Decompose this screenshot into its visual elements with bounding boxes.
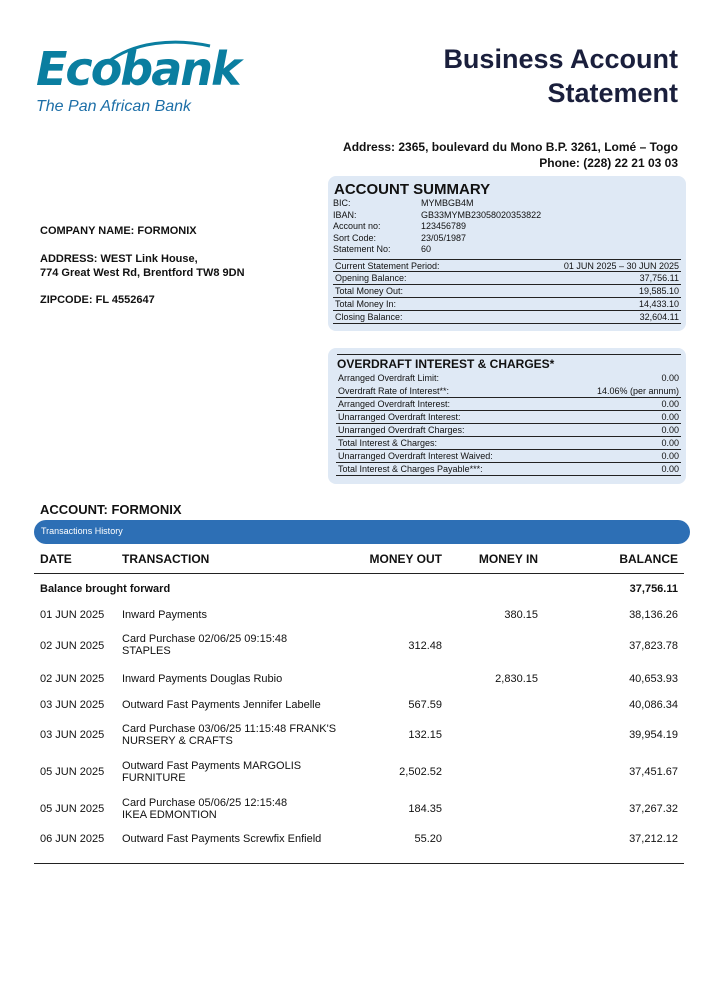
overdraft-row: Total Interest & Charges Payable***: 0.00 [338,464,679,474]
summary-detail: BIC: MYMBGB4M [333,198,474,208]
overdraft-row: Unarranged Overdraft Charges: 0.00 [338,425,679,435]
header-date: DATE [40,552,72,566]
summary-row: Closing Balance: 32,604.11 [335,311,679,322]
ecobank-logo [34,36,240,126]
table-bottom-rule [34,863,684,864]
company-name: COMPANY NAME: FORMONIX [40,225,197,237]
table-row: 06 JUN 2025 Outward Fast Payments Screwfix Enfield 55.20 37,212.12 [40,833,678,845]
header-money-out: MONEY OUT [369,552,442,566]
account-heading: ACCOUNT: FORMONIX [40,502,182,517]
overdraft-row: Overdraft Rate of Interest**: 14.06% (per annum) [338,386,679,396]
overdraft-row: Unarranged Overdraft Interest Waived: 0.00 [338,451,679,461]
overdraft-row: Total Interest & Charges: 0.00 [338,438,679,448]
account-summary-title: ACCOUNT SUMMARY [334,181,491,198]
overdraft-title: OVERDRAFT INTEREST & CHARGES* [337,354,681,372]
summary-row: Current Statement Period: 01 JUN 2025 – 30 JUN 2025 [335,260,679,271]
summary-detail: Account no: 123456789 [333,221,467,231]
company-address-line1: ADDRESS: WEST Link House, [40,253,198,265]
table-header [34,548,684,574]
table-row: 05 JUN 2025 Outward Fast Payments MARGOLIS FURNITURE 2,502.52 37,451.67 [40,760,678,784]
table-row: 02 JUN 2025 Inward Payments Douglas Rubio 2,830.15 40,653.93 [40,673,678,685]
logo-tagline: The Pan African Bank [36,98,192,115]
company-address-line2: 774 Great West Rd, Brentford TW8 9DN [40,267,245,279]
transactions-history-bar: Transactions History [34,520,690,544]
overdraft-panel [328,348,686,484]
brought-forward-balance: 37,756.11 [629,583,678,595]
overdraft-row: Unarranged Overdraft Interest: 0.00 [338,412,679,422]
summary-row: Total Money Out: 19,585.10 [335,285,679,296]
header-balance: BALANCE [619,552,678,566]
table-row: 03 JUN 2025 Outward Fast Payments Jennifer Labelle 567.59 40,086.34 [40,699,678,711]
overdraft-row: Arranged Overdraft Limit: 0.00 [338,373,679,383]
page-title: Business Account Statement [443,44,678,108]
table-row: 03 JUN 2025 Card Purchase 03/06/25 11:15:48 FRANK'S NURSERY & CRAFTS 132.15 39,954.19 [40,723,678,747]
summary-detail: Sort Code: 23/05/1987 [333,232,467,243]
header-money-in: MONEY IN [478,552,538,566]
header-transaction: TRANSACTION [122,552,210,566]
table-row: 02 JUN 2025 Card Purchase 02/06/25 09:15:48 STAPLES 312.48 37,823.78 [40,633,678,657]
bank-phone: Phone: (228) 22 21 03 03 [539,156,678,170]
account-summary-panel [328,176,686,331]
summary-row: Opening Balance: 37,756.11 [335,272,679,283]
transactions-table [34,548,684,850]
table-row: 05 JUN 2025 Card Purchase 05/06/25 12:15:48 IKEA EDMONTION 184.35 37,267.32 [40,797,678,821]
table-row: 01 JUN 2025 Inward Payments 380.15 38,136.26 [40,609,678,621]
company-zipcode: ZIPCODE: FL 4552647 [40,294,155,306]
table-row-brought-forward [34,574,684,602]
summary-detail: Statement No: 60 [333,244,432,254]
brought-forward-label: Balance brought forward [40,583,171,595]
bank-address-line: Address: 2365, boulevard du Mono B.P. 3261, Lomé – Togo [343,140,678,154]
summary-row: Total Money In: 14,433.10 [335,298,679,309]
bank-address [258,139,678,171]
logo-wordmark: Ecobank [36,42,240,96]
summary-detail: IBAN: GB33MYMB23058020353822 [333,209,542,220]
overdraft-row: Arranged Overdraft Interest: 0.00 [338,399,679,409]
